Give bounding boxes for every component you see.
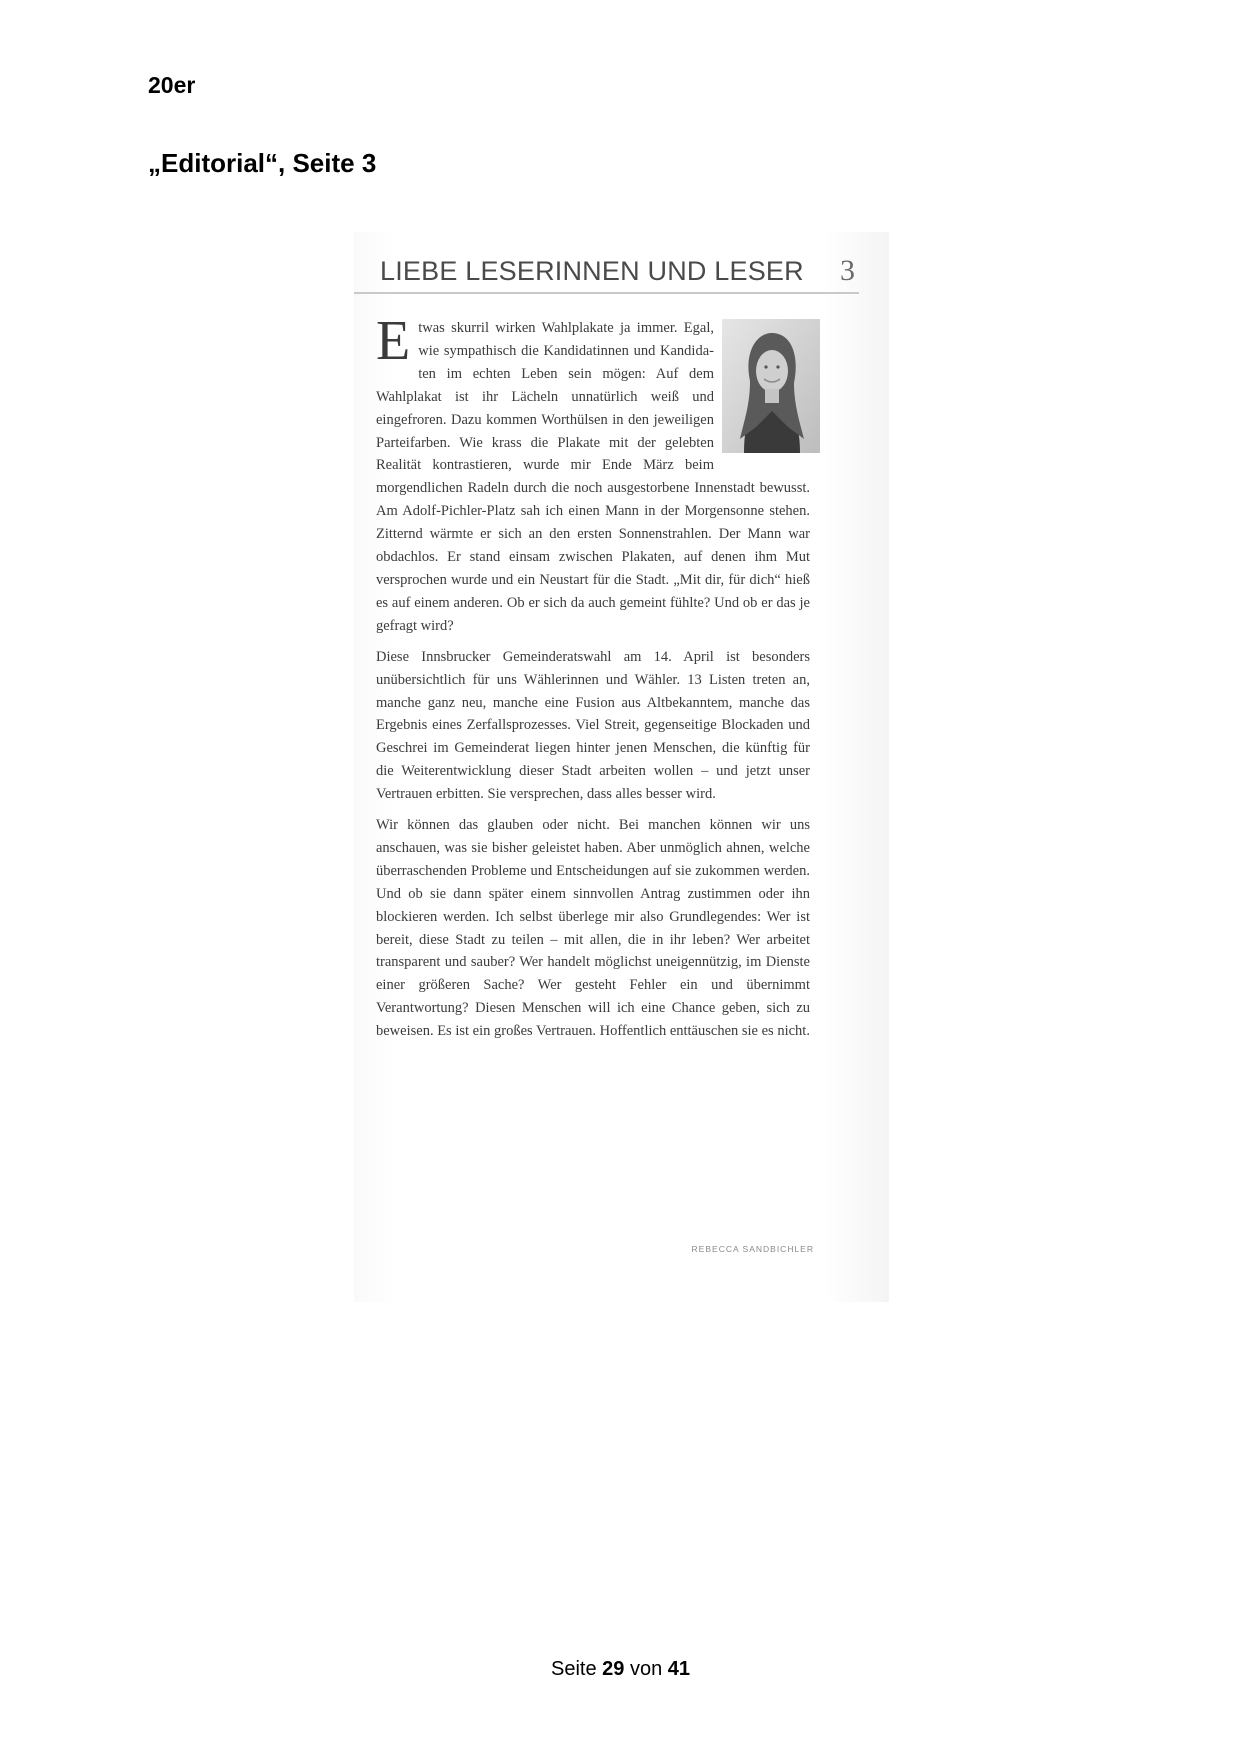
clipping-page-number: 3: [840, 254, 855, 287]
footer-middle: von: [624, 1658, 668, 1680]
editorial-paragraph-2: Diese Innsbrucker Gemeinderatswahl am 14. April ist besonders unübersichtlich für uns Wählerinnen und Wähler. 13 Listen treten an, manche ganz neu, manche eine Fusion aus Altbekanntem, manche das Ergebnis eines Zerfallsprozesses. Viel Streit, gegenseitige Blockaden und Geschrei im Gemeinderat liegen hinter jenen Menschen, die künftig für die Weiterentwicklung dieser Stadt arbeiten wollen – und jetzt unser Vertrauen erbitten. Sie versprechen, dass alles besser wird.: [376, 648, 810, 803]
editorial-body: [376, 310, 810, 1051]
editorial-paragraph-1-text: twas skurril wirken Wahlplakate ja immer. Egal, wie sympathisch die Kandidatinnen und Kandidaten im echten Leben sein mögen: Auf dem Wahlplakat ist ihr Lächeln unnatürlich weiß und eingefroren. Dazu kommen Worthülsen in den jeweiligen Parteifarben. Wie krass die Plakate mit der gelebten Realität kontrastieren, wurde mir Ende März beim morgendlichen Radeln durch die noch ausgestorbene Innenstadt bewusst. Am Adolf-Pichler-Platz sah ich einen Mann in der Morgensonne stehen. Zitternd wärmte er sich an den ersten Sonnenstrahlen. Der Mann war obdachlos. Er stand einsam zwischen Plakaten, auf denen ihm Mut versprochen wurde und ein Neustart für die Stadt. „Mit dir, für dich“ hieß es auf einem anderen. Ob er sich da auch gemeint fühlte? Und ob er das je gefragt wird?: [376, 320, 810, 634]
section-title: „Editorial“, Seite 3: [148, 148, 377, 178]
clipping-header: [354, 254, 859, 294]
footer-prefix: Seite: [550, 1658, 603, 1680]
drop-cap: E: [376, 310, 411, 372]
footer-current-page: 29: [602, 1658, 625, 1680]
editorial-clipping: [354, 232, 889, 1302]
page-footer: [0, 1658, 1241, 1681]
publication-label: 20er: [148, 72, 196, 98]
clipping-header-title: LIEBE LESERINNEN UND LESER: [380, 256, 804, 286]
author-portrait-photo: [722, 319, 820, 453]
editorial-paragraph-1: [376, 310, 810, 638]
author-signature: REBECCA SANDBICHLER: [691, 1244, 814, 1254]
editorial-paragraph-3: Wir können das glauben oder nicht. Bei manchen können wir uns anschauen, was sie bisher geleistet haben. Aber unmöglich ahnen, welche überraschenden Probleme und Entscheidungen auf sie zukommen werden. Und ob sie dann später einem sinnvollen Antrag zustimmen oder ihn blockieren werden. Ich selbst überlege mir also Grundlegendes: Wer ist bereit, diese Stadt zu teilen – mit allen, die in ihr leben? Wer arbeitet transparent und sauber? Wer handelt möglichst uneigennützig, im Dienste einer größeren Sache? Wer gesteht Fehler ein und übernimmt Verantwortung? Diesen Menschen will ich eine Chance geben, sich zu beweisen. Es ist ein großes Vertrauen. Hoffentlich enttäuschen sie es nicht.: [376, 817, 810, 1040]
footer-total-pages: 41: [667, 1658, 690, 1680]
